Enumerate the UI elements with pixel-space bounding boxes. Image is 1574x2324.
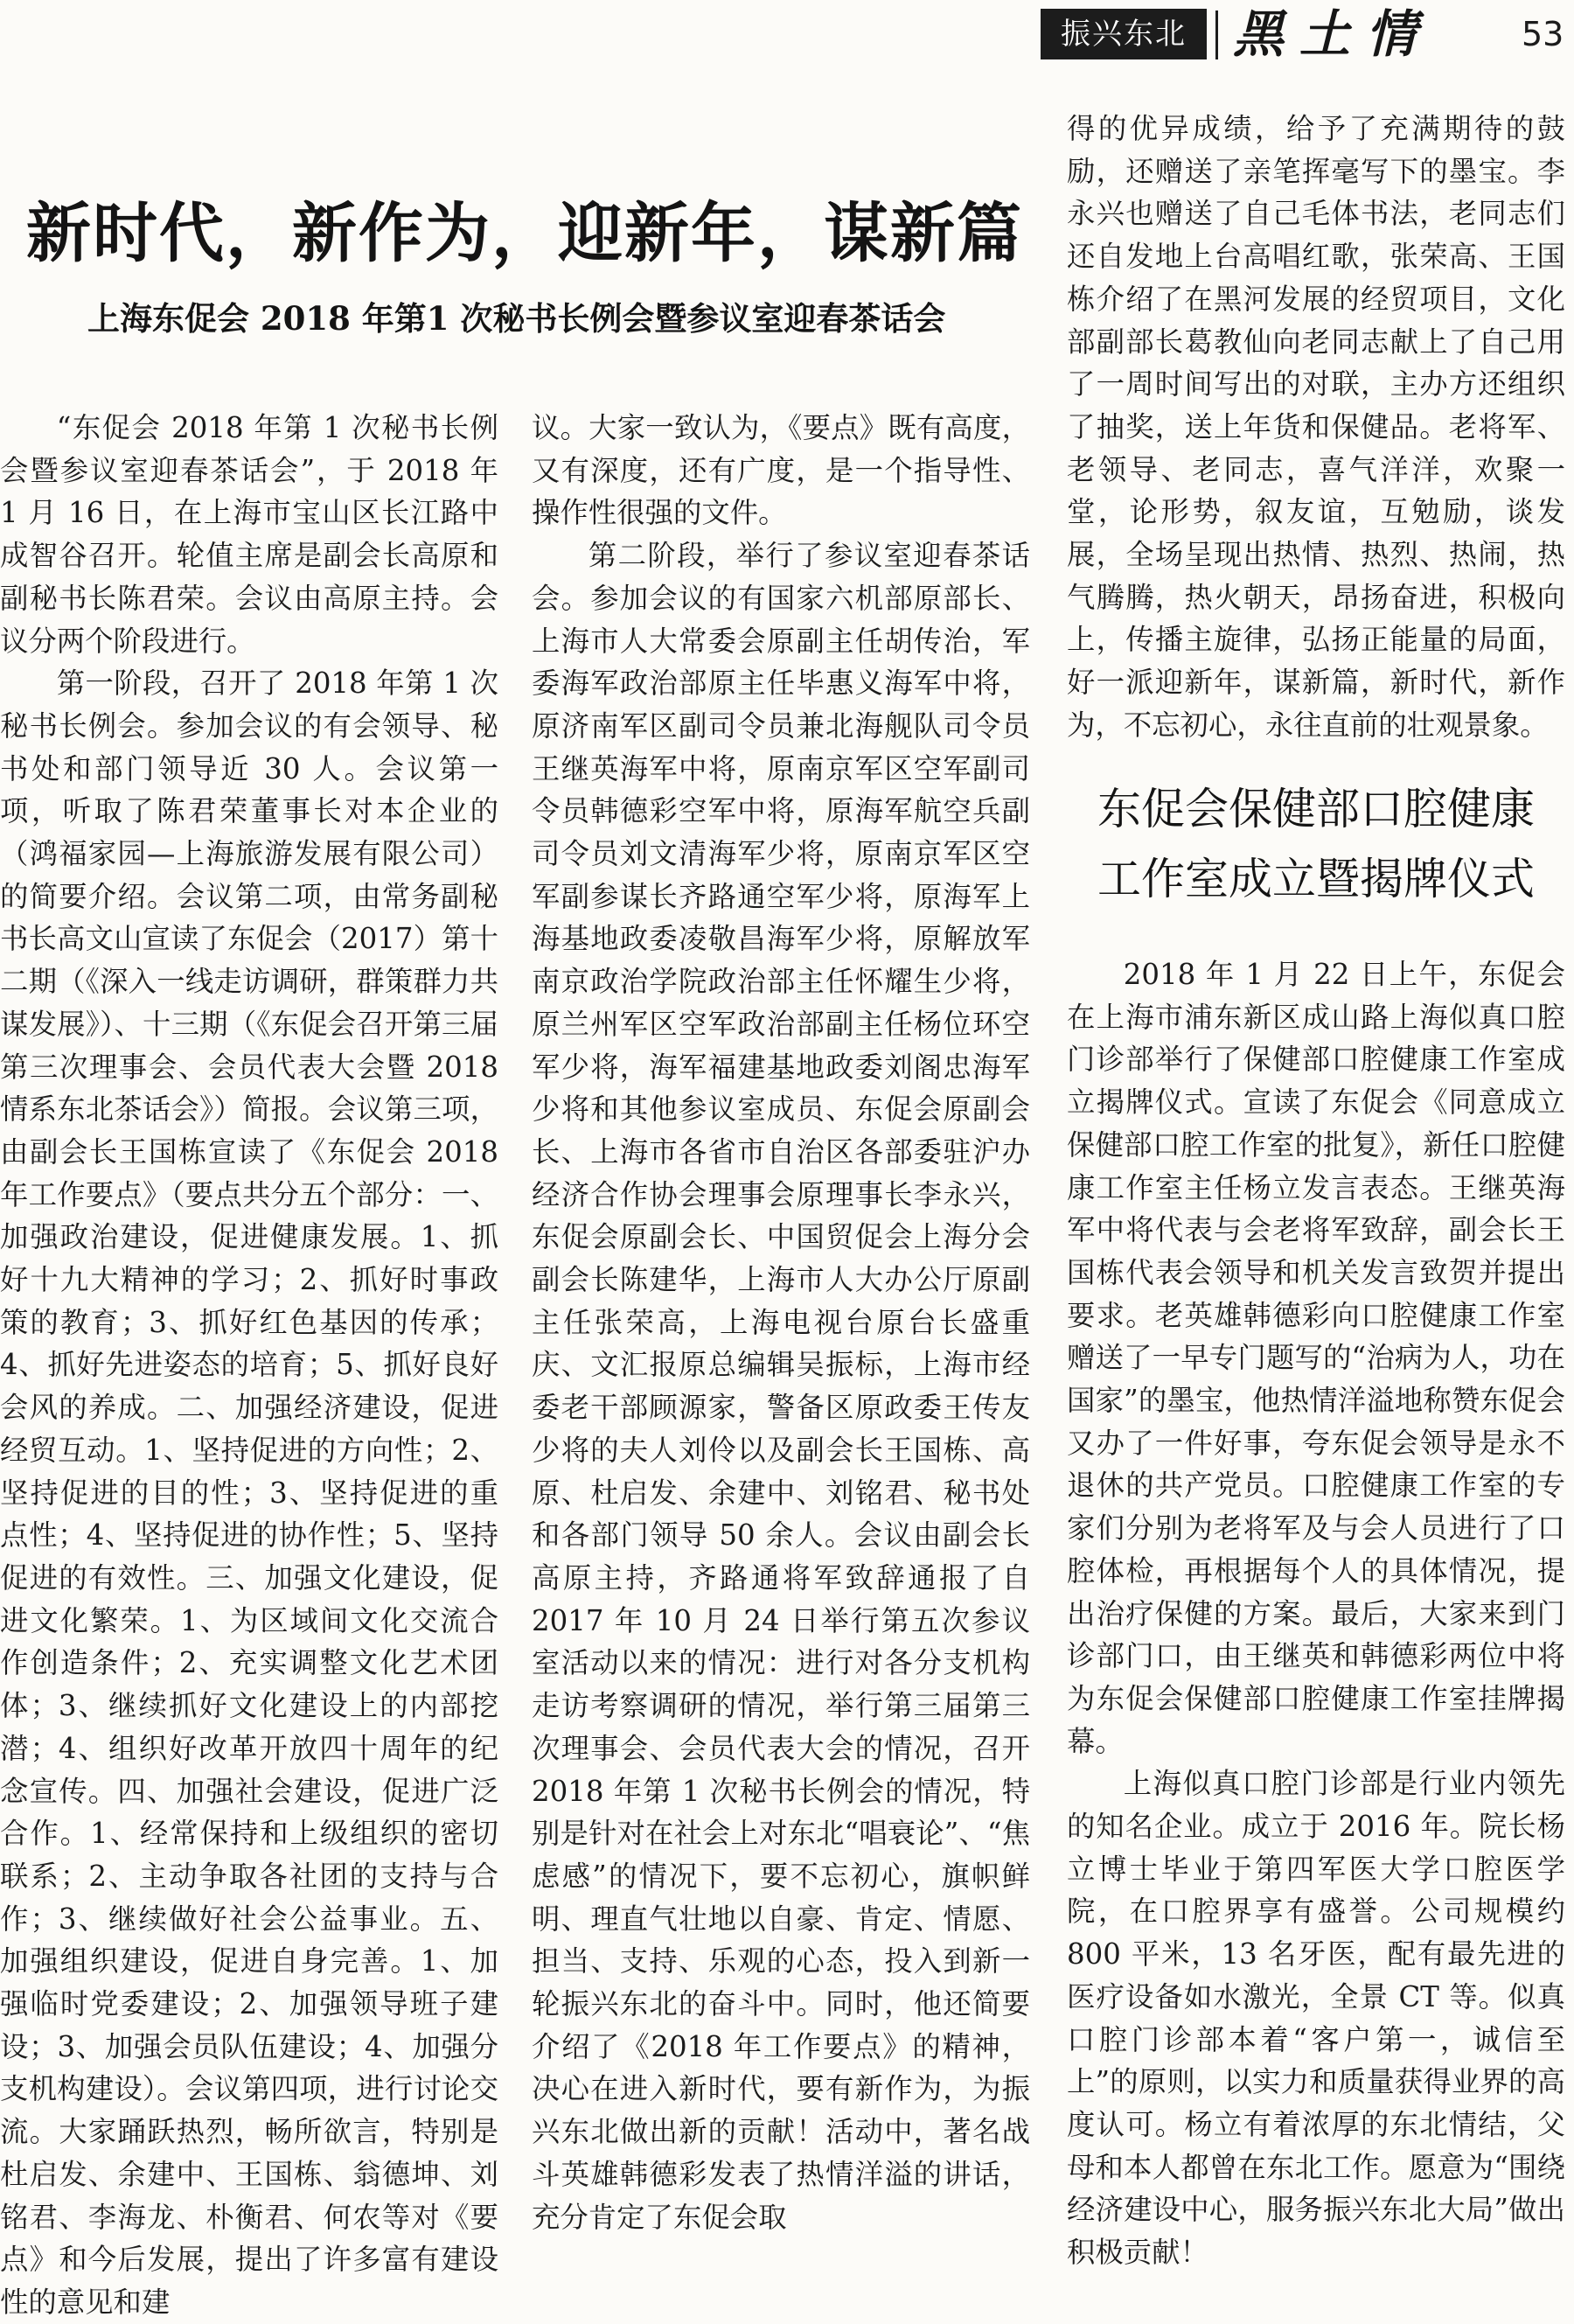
side-article-title-line: 东促会保健部口腔健康	[1097, 784, 1535, 834]
article-column-3	[1067, 108, 1565, 748]
article-title: 新时代，新作为，迎新年，谋新篇	[26, 196, 1023, 271]
article-column-1	[0, 407, 498, 2319]
section-tag: 振兴东北	[1041, 9, 1207, 59]
paragraph: 2018 年 1 月 22 日上午，东促会在上海市浦东新区成山路上海似真口腔门诊部举行了保健部口腔健康工作室成立揭牌仪式。宣读了东促会《同意成立保健部口腔工作室的批复》，新任口腔健康工作室主任杨立发言表态。王继英海军中将代表与会老将军致辞，副会长王国栋代表会领导和机关发言致贺并提出要求。老英雄韩德彩向口腔健康工作室赠送了一早专门题写的“治病为人，功在国家”的墨宝，他热情洋溢地称赞东促会又办了一件好事，夸东促会领导是永不退休的共产党员。口腔健康工作室的专家们分别为老将军及与会人员进行了口腔体检，再根据每个人的具体情况，提出治疗保健的方案。最后，大家来到门诊部门口，由王继英和韩德彩两位中将为东促会保健部口腔健康工作室挂牌揭幕。	[1067, 958, 1565, 1758]
article-column-2	[532, 407, 1030, 2269]
paragraph: 第二阶段，举行了参议室迎春茶话会。参加会议的有国家六机部原部长、上海市人大常委会原副主任胡传治，军委海军政治部原主任毕惠义海军中将，原济南军区副司令员兼北海舰队司令员王继英海军中将，原南京军区空军副司令员韩德彩空军中将，原海军航空兵副司令员刘文清海军少将，原南京军区空军副参谋长齐路通空军少将，原海军上海基地政委凌敬昌海军少将，原解放军南京政治学院政治部主任怀耀生少将，原兰州军区空军政治部副主任杨位环空军少将，海军福建基地政委刘阁忠海军少将和其他参议室成员、东促会原副会长、上海市各省市自治区各部委驻沪办经济合作协会理事会原理事长李永兴，东促会原副会长、中国贸促会上海分会副会长陈建华，上海市人大办公厅原副主任张荣高，上海电视台原台长盛重庆、文汇报原总编辑吴振标，上海市经委老干部顾源家，警备区原政委王传友少将的夫人刘伶以及副会长王国栋、高原、杜启发、余建中、刘铭君、秘书处和各部门领导 50 余人。会议由副会长高原主持，齐路通将军致辞通报了自 2017 年 10 月 24 日举行第五次参议室活动以来的情况：进行对各分支机构走访考察调研的情况，举行第三届第三次理事会、会员代表大会的情况，召开 2018 年第 1 次秘书长例会的情况，特别是针对在社会上对东北“唱衰论”、“焦虑感”的情况下，要不忘初心，旗帜鲜明、理直气壮地以自豪、肯定、情愿、担当、支持、乐观的心态，投入到新一轮振兴东北的奋斗中。同时，他还简要介绍了《2018 年工作要点》的精神，决心在进入新时代，要有新作为，为振兴东北做出新的贡献！活动中，著名战斗英雄韩德彩发表了热情洋溢的讲话，充分肯定了东促会取	[532, 539, 1030, 2234]
article-subtitle: 上海东促会 2018 年第1 次秘书长例会暨参议室迎春茶话会	[87, 299, 946, 338]
paragraph: 上海似真口腔门诊部是行业内领先的知名企业。成立于 2016 年。院长杨立博士毕业于第四军医大学口腔医学院，在口腔界享有盛誉。公司规模约 800 平米，13 名牙医，配有最先进的医疗设备如水激光，全景 CT 等。似真口腔门诊部本着“客户第一，诚信至上”的原则，以实力和质量获得业界的高度认可。杨立有着浓厚的东北情结，父母和本人都曾在东北工作。愿意为“围绕经济建设中心，服务振兴东北大局”做出积极贡献！	[1067, 1767, 1565, 2270]
paragraph: 得的优异成绩，给予了充满期待的鼓励，还赠送了亲笔挥毫写下的墨宝。李永兴也赠送了自己毛体书法，老同志们还自发地上台高唱红歌，张荣高、王国栋介绍了在黑河发展的经贸项目，文化部副部长葛教仙向老同志献上了自己用了一周时间写出的对联，主办方还组织了抽奖，送上年货和保健品。老将军、老领导、老同志，喜气洋洋，欢聚一堂，论形势，叙友谊，互勉励，谈发展，全场呈现出热情、热烈、热闹，热气腾腾，热火朝天，昂扬奋进，积极向上，传播主旋律，弘扬正能量的局面，好一派迎新年，谋新篇，新时代，新作为，不忘初心，永往直前的壮观景象。	[1067, 112, 1565, 742]
paragraph: “东促会 2018 年第 1 次秘书长例会暨参议室迎春茶话会”，于 2018 年 1 月 16 日，在上海市宝山区长江路中成智谷召开。轮值主席是副会长高原和副秘书长陈君荣。会议由高原主持。会议分两个阶段进行。	[0, 411, 498, 658]
page-number: 53	[1522, 15, 1564, 53]
page-header	[0, 0, 1574, 70]
paragraph: 议。大家一致认为，《要点》既有高度，又有深度，还有广度，是一个指导性、操作性很强的文件。	[532, 411, 1030, 530]
side-article-title-line: 工作室成立暨揭牌仪式	[1097, 854, 1535, 904]
side-article-body	[1067, 953, 1565, 2269]
paragraph: 第一阶段，召开了 2018 年第 1 次秘书长例会。参加会议的有会领导、秘书处和部门领导近 30 人。会议第一项，听取了陈君荣董事长对本企业的（鸿福家园—上海旅游发展有限公司）的简要介绍。会议第二项，由常务副秘书长高文山宣读了东促会（2017）第十二期（《深入一线走访调研，群策群力共谋发展》）、十三期（《东促会召开第三届第三次理事会、会员代表大会暨 2018 情系东北茶话会》）简报。会议第三项，由副会长王国栋宣读了《东促会 2018 年工作要点》（要点共分五个部分：一、加强政治建设，促进健康发展。1、抓好十九大精神的学习；2、抓好时事政策的教育；3、抓好红色基因的传承；4、抓好先进姿态的培育；5、抓好良好会风的养成。二、加强经济建设，促进经贸互动。1、坚持促进的方向性；2、坚持促进的目的性；3、坚持促进的重点性；4、坚持促进的协作性；5、坚持促进的有效性。三、加强文化建设，促进文化繁荣。1、为区域间文化交流合作创造条件；2、充实调整文化艺术团体；3、继续抓好文化建设上的内部挖潜；4、组织好改革开放四十周年的纪念宣传。四、加强社会建设，促进广泛合作。1、经常保持和上级组织的密切联系；2、主动争取各社团的支持与合作；3、继续做好社会公益事业。五、加强组织建设，促进自身完善。1、加强临时党委建设；2、加强领导班子建设；3、加强会员队伍建设；4、加强分支机构建设）。会议第四项，进行讨论交流。大家踊跃热烈，畅所欲言，特别是杜启发、余建中、王国栋、翁德坤、刘铭君、李海龙、朴衡君、何农等对《要点》和今后发展，提出了许多富有建设性的意见和建	[0, 666, 498, 2319]
header-divider	[1215, 10, 1218, 59]
magazine-title: 黑土情	[1233, 4, 1433, 64]
side-article-title	[1067, 774, 1565, 927]
